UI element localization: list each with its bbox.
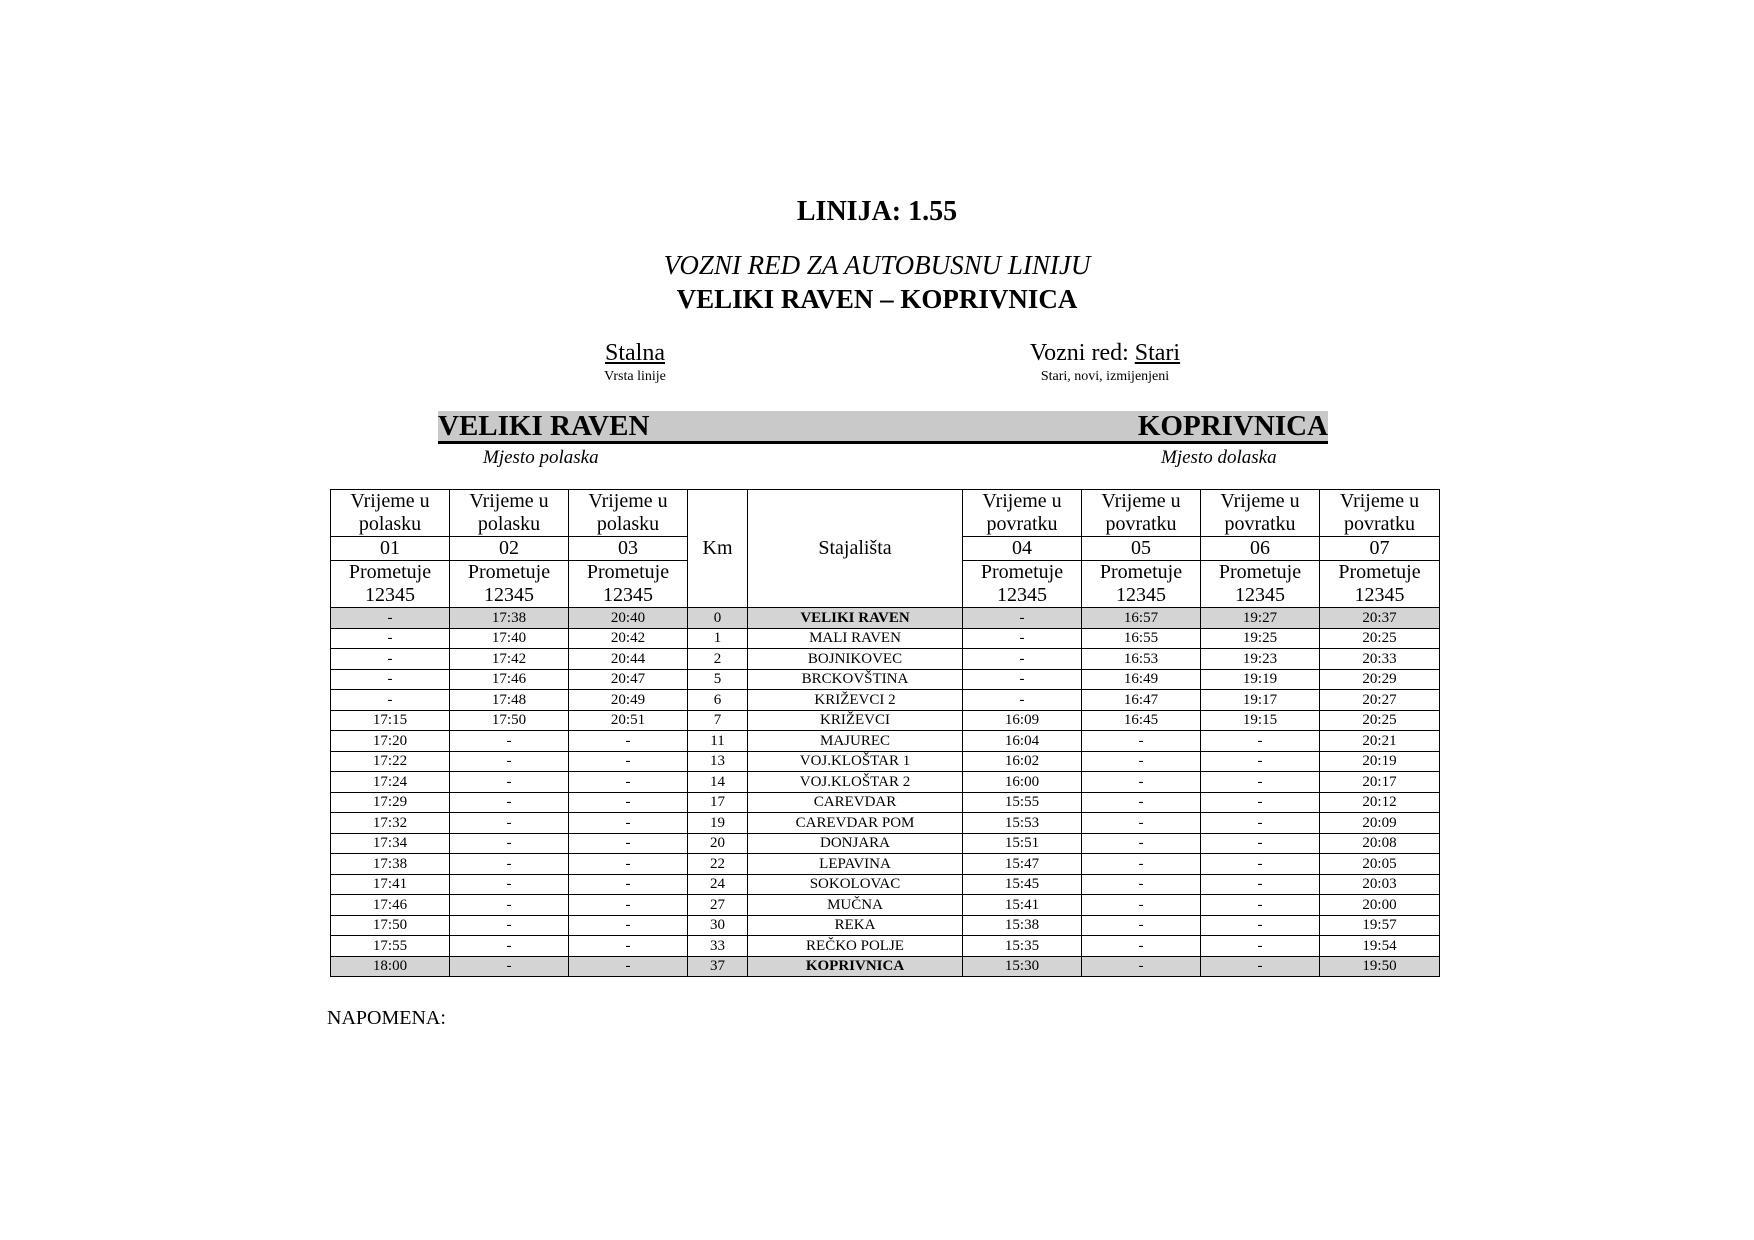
time-cell: 17:15 [331,710,450,731]
km-cell: 33 [688,936,748,957]
time-cell: 19:50 [1320,956,1440,977]
time-cell: 20:21 [1320,731,1440,752]
time-cell: 16:04 [963,731,1082,752]
time-cell: - [331,690,450,711]
col-header-number: 03 [569,537,688,561]
col-header-days [450,561,569,608]
time-cell: 19:19 [1201,669,1320,690]
time-cell: 20:17 [1320,772,1440,793]
col-header-number: 04 [963,537,1082,561]
table-row [331,813,1440,834]
col-header-number: 06 [1201,537,1320,561]
time-cell: - [569,833,688,854]
time-cell: - [1201,772,1320,793]
stop-name-cell: BRCKOVŠTINA [748,669,963,690]
schedule-value: Stari [1134,340,1181,366]
time-cell: - [1201,936,1320,957]
time-cell: - [569,895,688,916]
runs-label: Prometuje [1338,561,1421,583]
col-header-days [1201,561,1320,608]
time-cell: 16:45 [1082,710,1201,731]
col-header-label: Vrijeme u povratku [1320,490,1440,537]
stop-name-cell: VELIKI RAVEN [748,608,963,629]
table-row [331,915,1440,936]
time-cell: - [1082,915,1201,936]
timetable [330,489,1440,977]
time-cell: - [1201,874,1320,895]
col-header-days [331,561,450,608]
route-title: VELIKI RAVEN – KOPRIVNICA [676,284,1078,314]
time-cell: - [963,690,1082,711]
time-cell: - [569,956,688,977]
col-header-number: 02 [450,537,569,561]
time-cell: 20:37 [1320,608,1440,629]
col-header-number: 05 [1082,537,1201,561]
table-row [331,731,1440,752]
col-header-label: Vrijeme u polasku [569,490,688,537]
km-cell: 22 [688,854,748,875]
time-cell: - [450,854,569,875]
km-cell: 5 [688,669,748,690]
col-header-label: Vrijeme u polasku [331,490,450,537]
stop-name-cell: MALI RAVEN [748,628,963,649]
col-header-number: 07 [1320,537,1440,561]
stop-name-cell: KRIŽEVCI 2 [748,690,963,711]
time-cell: - [1201,792,1320,813]
time-cell: - [569,813,688,834]
page-subtitle: VOZNI RED ZA AUTOBUSNU LINIJU [663,250,1091,280]
time-cell: - [569,915,688,936]
time-cell: - [331,628,450,649]
time-cell: - [1082,792,1201,813]
km-cell: 30 [688,915,748,936]
time-cell: 15:47 [963,854,1082,875]
runs-days: 12345 [1235,584,1285,606]
time-cell: 17:46 [331,895,450,916]
table-row [331,628,1440,649]
time-cell: 16:57 [1082,608,1201,629]
time-cell: - [1082,936,1201,957]
time-cell: - [450,915,569,936]
time-cell: - [450,751,569,772]
schedule-block [975,340,1235,385]
time-cell: - [1201,956,1320,977]
time-cell: 19:57 [1320,915,1440,936]
time-cell: 15:55 [963,792,1082,813]
time-cell: - [450,895,569,916]
km-cell: 11 [688,731,748,752]
stop-name-cell: MAJUREC [748,731,963,752]
runs-days: 12345 [997,584,1047,606]
time-cell: 20:47 [569,669,688,690]
arrival-place: KOPRIVNICA [1137,410,1328,442]
table-row [331,649,1440,670]
time-cell: 20:03 [1320,874,1440,895]
time-cell: - [963,649,1082,670]
col-header-label: Vrijeme u povratku [1082,490,1201,537]
km-cell: 1 [688,628,748,649]
stop-name-cell: KRIŽEVCI [748,710,963,731]
time-cell: - [1082,772,1201,793]
stop-name-cell: SOKOLOVAC [748,874,963,895]
km-cell: 2 [688,649,748,670]
time-cell: 15:30 [963,956,1082,977]
time-cell: - [1201,813,1320,834]
runs-days: 12345 [365,584,415,606]
table-row [331,792,1440,813]
time-cell: - [450,936,569,957]
time-cell: 20:25 [1320,710,1440,731]
time-cell: 16:02 [963,751,1082,772]
time-cell: - [450,772,569,793]
table-row [331,772,1440,793]
line-type-block [560,340,710,385]
arrival-caption: Mjesto dolaska [1161,447,1277,468]
time-cell: - [1082,956,1201,977]
time-cell: 20:00 [1320,895,1440,916]
time-cell: - [569,936,688,957]
stop-name-cell: KOPRIVNICA [748,956,963,977]
time-cell: - [1082,833,1201,854]
time-cell: 17:29 [331,792,450,813]
time-cell: - [331,608,450,629]
col-header-days [569,561,688,608]
time-cell: 17:46 [450,669,569,690]
time-cell: 20:08 [1320,833,1440,854]
km-cell: 37 [688,956,748,977]
time-cell: - [450,833,569,854]
col-header-number: 01 [331,537,450,561]
time-cell: - [963,608,1082,629]
runs-label: Prometuje [1099,561,1183,583]
stop-name-cell: LEPAVINA [748,854,963,875]
time-cell: 17:20 [331,731,450,752]
time-cell: - [331,669,450,690]
km-cell: 0 [688,608,748,629]
table-row [331,669,1440,690]
route-bar [438,411,1328,444]
stop-name-cell: BOJNIKOVEC [748,649,963,670]
table-row [331,751,1440,772]
time-cell: - [963,669,1082,690]
time-cell: 20:09 [1320,813,1440,834]
stops-header: Stajališta [748,490,963,608]
time-cell: 15:41 [963,895,1082,916]
time-cell: - [569,792,688,813]
table-row [331,608,1440,629]
time-cell: - [1082,874,1201,895]
time-cell: 18:00 [331,956,450,977]
stop-name-cell: MUČNA [748,895,963,916]
page-title: LINIJA: 1.55 [796,196,958,227]
time-cell: - [963,628,1082,649]
departure-place: VELIKI RAVEN [438,410,650,442]
time-cell: 17:50 [331,915,450,936]
time-cell: - [1082,751,1201,772]
time-cell: 20:27 [1320,690,1440,711]
km-cell: 14 [688,772,748,793]
time-cell: 17:41 [331,874,450,895]
time-cell: - [1201,751,1320,772]
table-row [331,956,1440,977]
runs-label: Prometuje [1218,561,1302,583]
time-cell: 17:22 [331,751,450,772]
time-cell: 16:49 [1082,669,1201,690]
time-cell: - [450,731,569,752]
time-cell: 17:40 [450,628,569,649]
time-cell: 20:05 [1320,854,1440,875]
stop-name-cell: VOJ.KLOŠTAR 2 [748,772,963,793]
time-cell: - [1201,854,1320,875]
schedule-line [975,340,1235,367]
time-cell: 17:42 [450,649,569,670]
time-cell: 17:38 [331,854,450,875]
time-cell: - [331,649,450,670]
time-cell: 17:48 [450,690,569,711]
table-row [331,936,1440,957]
stop-name-cell: CAREVDAR [748,792,963,813]
time-cell: 20:12 [1320,792,1440,813]
time-cell: - [569,772,688,793]
runs-days: 12345 [1354,584,1405,606]
time-cell: - [1201,731,1320,752]
table-row [331,854,1440,875]
time-cell: - [1082,854,1201,875]
km-cell: 7 [688,710,748,731]
time-cell: 19:23 [1201,649,1320,670]
runs-days: 12345 [484,584,534,606]
km-cell: 24 [688,874,748,895]
time-cell: 20:19 [1320,751,1440,772]
time-cell: 20:40 [569,608,688,629]
time-cell: - [450,956,569,977]
time-cell: 19:15 [1201,710,1320,731]
time-cell: 15:53 [963,813,1082,834]
schedule-prefix: Vozni red: [1029,340,1135,366]
runs-label: Prometuje [467,561,551,583]
time-cell: - [1201,915,1320,936]
km-cell: 6 [688,690,748,711]
time-cell: 17:34 [331,833,450,854]
time-cell: 20:42 [569,628,688,649]
time-cell: - [569,874,688,895]
table-row [331,690,1440,711]
time-cell: - [450,792,569,813]
time-cell: 20:25 [1320,628,1440,649]
time-cell: 20:51 [569,710,688,731]
time-cell: - [1082,813,1201,834]
stop-name-cell: CAREVDAR POM [748,813,963,834]
time-cell: 16:55 [1082,628,1201,649]
time-cell: 17:50 [450,710,569,731]
time-cell: 16:00 [963,772,1082,793]
time-cell: 20:33 [1320,649,1440,670]
time-cell: - [450,813,569,834]
col-header-label: Vrijeme u povratku [1201,490,1320,537]
departure-caption: Mjesto polaska [483,447,599,468]
stop-name-cell: REKA [748,915,963,936]
km-cell: 13 [688,751,748,772]
km-cell: 20 [688,833,748,854]
timetable-body [331,608,1440,977]
time-cell: - [1082,731,1201,752]
timetable-header [331,490,1440,608]
time-cell: 15:45 [963,874,1082,895]
time-cell: 20:49 [569,690,688,711]
time-cell: 15:51 [963,833,1082,854]
time-cell: 15:38 [963,915,1082,936]
time-cell: - [569,751,688,772]
table-row [331,895,1440,916]
time-cell: 19:25 [1201,628,1320,649]
time-cell: 17:38 [450,608,569,629]
col-header-days [1320,561,1440,608]
table-row [331,874,1440,895]
col-header-days [963,561,1082,608]
line-type-value: Stalna [605,340,665,366]
time-cell: 16:09 [963,710,1082,731]
stop-name-cell: DONJARA [748,833,963,854]
time-cell: 20:29 [1320,669,1440,690]
time-cell: 19:54 [1320,936,1440,957]
km-cell: 17 [688,792,748,813]
col-header-label: Vrijeme u polasku [450,490,569,537]
table-row [331,833,1440,854]
km-header: Km [688,490,748,608]
runs-label: Prometuje [348,561,432,583]
stop-name-cell: VOJ.KLOŠTAR 1 [748,751,963,772]
time-cell: - [569,731,688,752]
stop-name-cell: REČKO POLJE [748,936,963,957]
runs-days: 12345 [603,584,653,606]
time-cell: 17:55 [331,936,450,957]
time-cell: 16:53 [1082,649,1201,670]
runs-label: Prometuje [586,561,670,583]
col-header-label: Vrijeme u povratku [963,490,1082,537]
time-cell: - [1201,833,1320,854]
time-cell: 20:44 [569,649,688,670]
runs-label: Prometuje [980,561,1064,583]
time-cell: 15:35 [963,936,1082,957]
time-cell: 19:17 [1201,690,1320,711]
time-cell: 19:27 [1201,608,1320,629]
schedule-caption: Stari, novi, izmijenjeni [1040,369,1170,384]
km-cell: 27 [688,895,748,916]
km-cell: 19 [688,813,748,834]
table-row [331,710,1440,731]
line-type-caption: Vrsta linije [604,369,666,384]
time-cell: - [1082,895,1201,916]
col-header-days [1082,561,1201,608]
time-cell: 16:47 [1082,690,1201,711]
runs-days: 12345 [1116,584,1166,606]
note-label: NAPOMENA: [327,1007,446,1029]
time-cell: 17:24 [331,772,450,793]
time-cell: - [450,874,569,895]
time-cell: 17:32 [331,813,450,834]
time-cell: - [569,854,688,875]
time-cell: - [1201,895,1320,916]
